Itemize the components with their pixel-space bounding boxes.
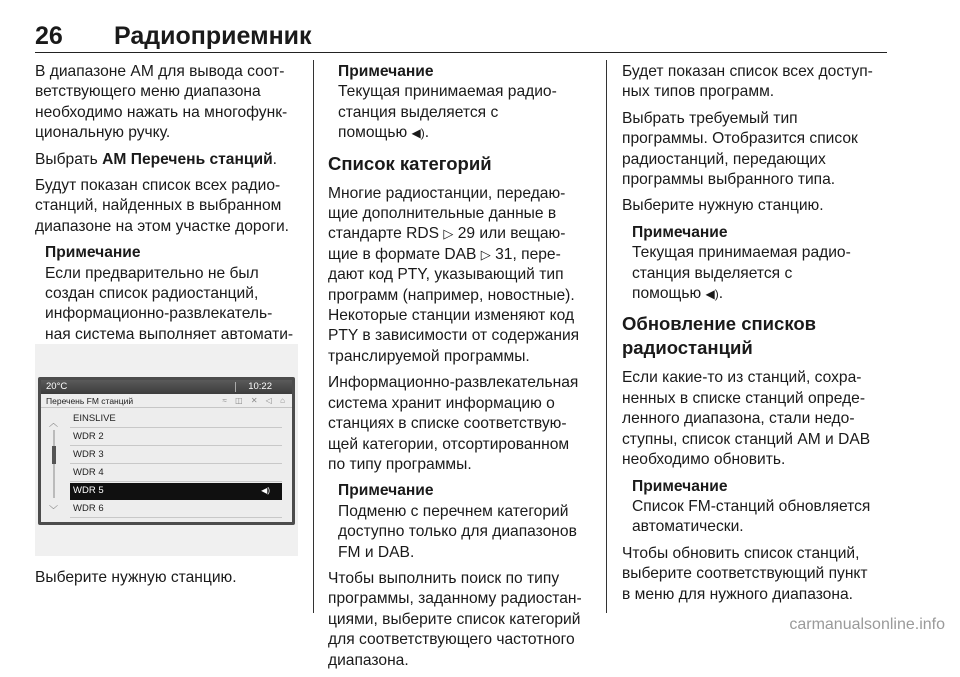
cross-ref-arrow-icon: ▷	[480, 246, 491, 262]
clock-readout: 10:22	[248, 381, 272, 392]
text-span: или вещаю-	[475, 225, 566, 243]
section-heading: Список категорий	[328, 152, 492, 174]
station-label: WDR 2	[73, 431, 104, 442]
scroll-down-icon[interactable]: ﹀	[49, 505, 59, 515]
paragraph	[622, 109, 888, 191]
watermark[interactable]: carmanualsonline.info	[789, 616, 945, 633]
text-line: Если предварительно не был	[45, 264, 259, 282]
menu-path: AM Перечень станций	[102, 150, 273, 168]
text-line: Если какие-то из станций, сохра-	[622, 369, 862, 387]
paragraph	[328, 373, 600, 475]
text-line: Многие радиостанции, передаю-	[328, 184, 566, 202]
text-line: транслируемой программы.	[328, 347, 530, 365]
text-line: станция выделяется с	[632, 264, 793, 282]
section-heading	[622, 312, 888, 360]
text-line: доступно только для диапазонов	[338, 523, 577, 541]
note-title: Примечание	[632, 477, 728, 495]
text-line: FM и DAB.	[338, 543, 415, 561]
text-line: циями, выберите список категорий	[328, 610, 581, 628]
paragraph	[35, 150, 305, 170]
note-block	[338, 481, 600, 563]
note-title: Примечание	[338, 63, 434, 80]
text-span: щие в формате DAB	[328, 245, 481, 263]
text-line: выберите соответствующий пункт	[622, 565, 868, 583]
page-ref-link[interactable]: 29	[457, 225, 476, 243]
text-line: ступны, список станций AM и DAB	[622, 430, 871, 448]
text-line: Чтобы обновить список станций,	[622, 544, 860, 562]
text-line: В диапазоне AM для вывода соот-	[35, 63, 285, 80]
note-title: Примечание	[338, 482, 434, 500]
text-line: ленного диапазона, стали недо-	[622, 410, 855, 428]
scrollbar[interactable]	[49, 416, 59, 516]
station-label: WDR 4	[73, 467, 104, 478]
station-list-illustration	[35, 344, 298, 556]
cross-ref-arrow-icon: ▷	[443, 226, 454, 242]
text-line: Текущая принимаемая радио-	[338, 83, 557, 101]
page-header	[35, 22, 887, 52]
station-item[interactable]	[70, 465, 282, 482]
column-3	[622, 62, 888, 611]
scroll-up-icon[interactable]: ︿	[49, 418, 59, 428]
column-divider-2	[606, 60, 607, 613]
menu-title: Перечень FM станций	[46, 396, 134, 406]
text-line: Чтобы выполнить поиск по типу	[328, 569, 560, 587]
status-separator	[235, 382, 236, 392]
paragraph	[622, 62, 888, 103]
text-span: помощью	[338, 124, 408, 142]
text-line: необходимо нажать на многофунк-	[35, 103, 288, 121]
paragraph	[35, 62, 305, 144]
note-block	[632, 223, 888, 305]
paragraph	[622, 544, 888, 605]
text-span: стандарте RDS	[328, 225, 444, 243]
status-icons: ≈ ◫ ✕ ◁ ⌂	[222, 396, 288, 405]
text-line: PTY в зависимости от содержания	[328, 327, 580, 345]
text-line: ных типов программ.	[622, 83, 775, 101]
text-line: информационно-развлекатель-	[45, 305, 273, 323]
text-line: станций, найденных в выбранном	[35, 197, 282, 215]
header-divider	[35, 52, 887, 53]
text-line: программ (например, новостные).	[328, 286, 575, 304]
page-number: 26	[35, 22, 63, 50]
paragraph	[328, 569, 600, 671]
column-1	[35, 62, 305, 372]
text-line: по типу программы.	[328, 455, 472, 473]
temperature-readout: 20°C	[46, 381, 68, 392]
display-screen	[41, 380, 292, 522]
scroll-track	[53, 430, 55, 498]
station-item[interactable]	[70, 411, 282, 428]
paragraph: Выберите нужную станцию.	[35, 569, 237, 586]
text-span: .	[272, 150, 277, 168]
status-bar	[41, 380, 292, 394]
text-line: помощью ◀).	[338, 124, 430, 142]
text-line: программы. Отобразится список	[622, 130, 858, 148]
scroll-thumb[interactable]	[52, 446, 56, 464]
text-line: Подменю с перечнем категорий	[338, 502, 569, 520]
text-line: помощью ◀).	[632, 285, 724, 303]
station-label: WDR 5	[73, 485, 104, 496]
text-line: Некоторые станции изменяют код	[328, 307, 575, 325]
station-item[interactable]	[70, 501, 282, 518]
column-1-bottom	[35, 568, 305, 594]
text-line	[328, 224, 600, 244]
station-label: WDR 6	[73, 503, 104, 514]
text-line: Будет показан список всех доступ-	[622, 63, 873, 80]
station-label: EINSLIVE	[73, 413, 116, 424]
note-block	[338, 62, 600, 144]
text-line: для соответствующего частотного	[328, 631, 575, 649]
text-line: диапазоне на этом участке дороги.	[35, 217, 289, 235]
paragraph: Выберите нужную станцию.	[622, 197, 824, 215]
text-line: дают код PTY, указывающий тип	[328, 266, 564, 284]
page-title: Радиоприемник	[114, 22, 312, 50]
paragraph	[622, 368, 888, 470]
text-line: Текущая принимаемая радио-	[632, 244, 851, 262]
speaker-icon: ◀)	[261, 486, 270, 495]
page-ref-link[interactable]: 31	[495, 245, 513, 263]
heading-line: Обновление списков	[622, 313, 817, 335]
note-title: Примечание	[632, 223, 728, 241]
heading-line: радиостанций	[622, 337, 753, 359]
speaker-icon: ◀)	[411, 126, 425, 141]
text-line: Список FM-станций обновляется	[632, 497, 871, 515]
note-title: Примечание	[45, 244, 141, 262]
text-line: автоматически.	[632, 518, 744, 536]
text-line: ветствующего меню диапазона	[35, 83, 261, 101]
text-line	[328, 245, 600, 265]
note-block	[632, 477, 888, 538]
text-span: , пере-	[512, 245, 561, 263]
text-line: радиостанций, передающих	[622, 150, 826, 168]
text-line: создан список радиостанций,	[45, 285, 259, 303]
paragraph	[35, 176, 305, 237]
text-line: ная система выполняет автомати-	[45, 325, 294, 343]
text-line: циональную ручку.	[35, 124, 171, 142]
text-span: помощью	[632, 285, 702, 303]
text-line: система хранит информацию о	[328, 394, 555, 412]
text-line: станциях в списке соответствую-	[328, 415, 567, 433]
text-span: Выбрать	[35, 150, 103, 168]
station-item[interactable]	[70, 447, 282, 464]
station-item[interactable]	[70, 429, 282, 446]
paragraph	[328, 184, 600, 368]
text-line: щие дополнительные данные в	[328, 205, 557, 223]
text-line: ненных в списке станций опреде-	[622, 389, 866, 407]
text-line: в меню для нужного диапазона.	[622, 585, 853, 603]
column-divider-1	[313, 60, 314, 613]
text-line: программы, заданному радиостан-	[328, 590, 582, 608]
text-line: программы выбранного типа.	[622, 171, 836, 189]
text-line: Будут показан список всех радио-	[35, 177, 281, 195]
text-line: станция выделяется с	[338, 103, 499, 121]
text-line: Выбрать требуемый тип	[622, 109, 798, 127]
menu-title-divider	[41, 407, 292, 408]
text-line: необходимо обновить.	[622, 451, 786, 469]
station-list	[70, 411, 282, 519]
column-2	[328, 62, 600, 677]
text-line: щей категории, отсортированном	[328, 435, 570, 453]
text-line: диапазона.	[328, 651, 409, 669]
speaker-icon: ◀)	[705, 287, 719, 302]
station-label: WDR 3	[73, 449, 104, 460]
text-line: Информационно-развлекательная	[328, 374, 579, 392]
station-item-selected[interactable]	[70, 483, 282, 500]
display-frame	[38, 377, 295, 525]
